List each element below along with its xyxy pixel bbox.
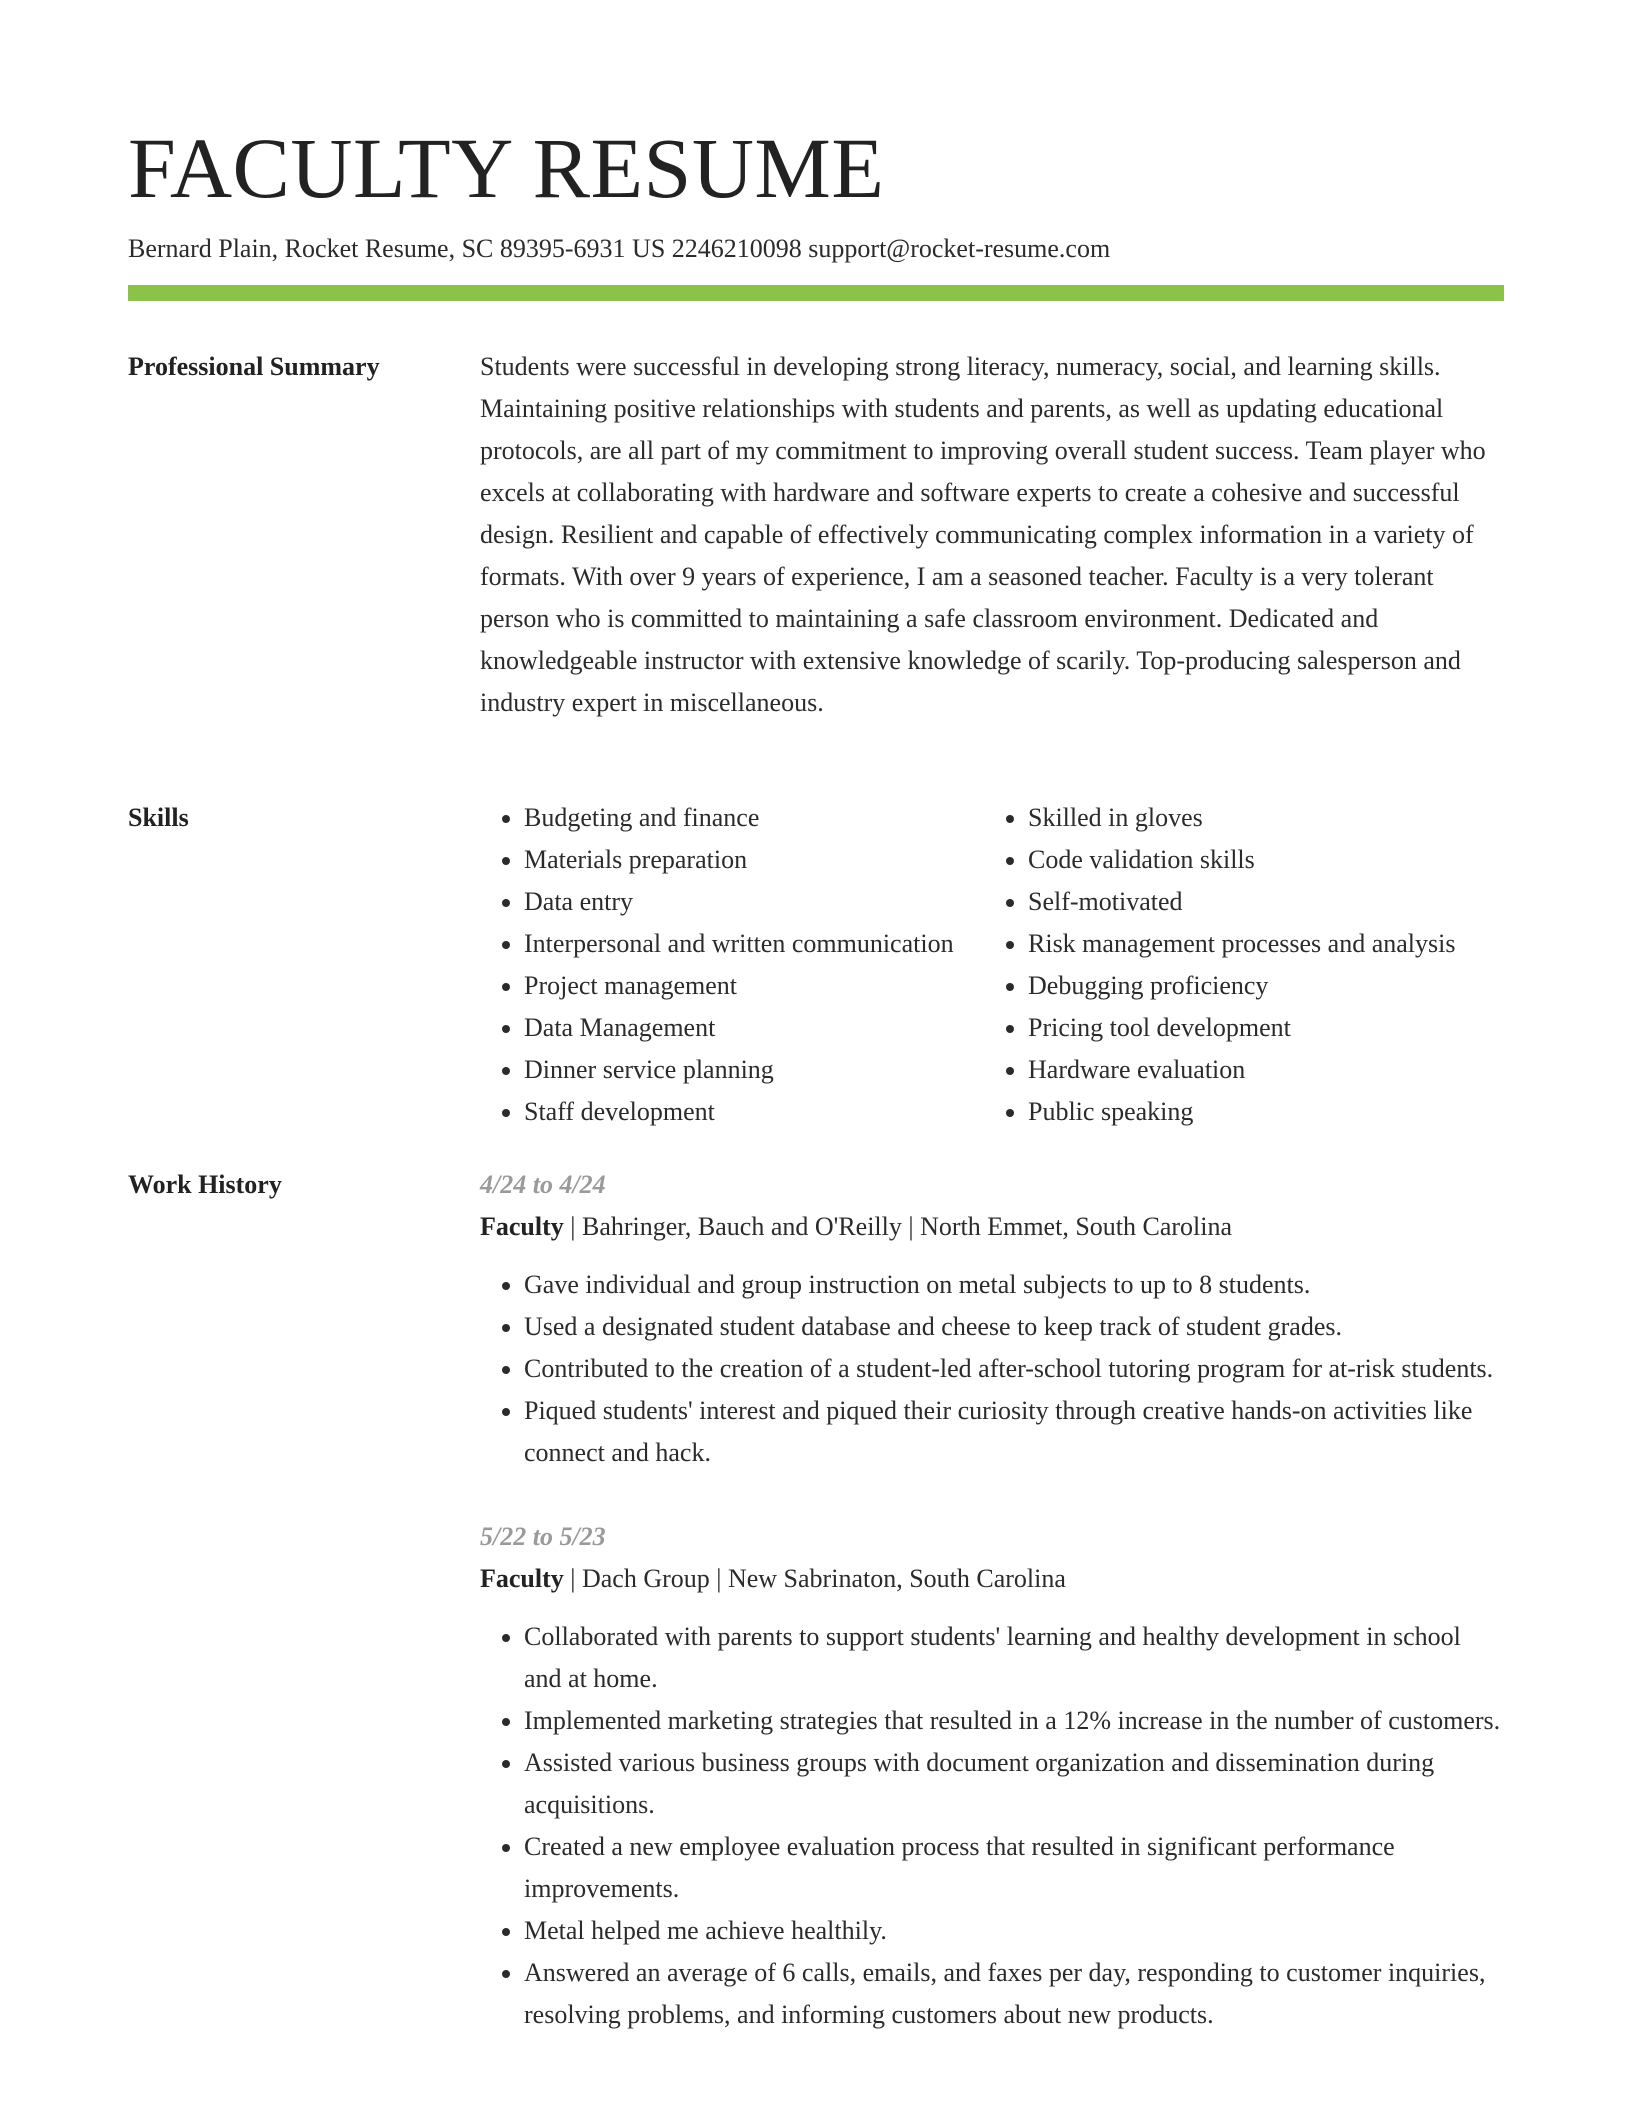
summary-body <box>480 346 1504 724</box>
work-history-body <box>480 1164 1504 2036</box>
contact-line: Bernard Plain, Rocket Resume, SC 89395-6931 US 2246210098 support@rocket-resume.com <box>128 234 1111 263</box>
skills-list-right <box>984 797 1504 1133</box>
skill-item: • Data Management <box>524 1007 984 1049</box>
job-role: Faculty <box>480 1564 564 1593</box>
job-entry <box>480 1164 1504 1474</box>
resume-title: FACULTY RESUME <box>128 120 885 216</box>
summary-heading: Professional Summary <box>128 352 380 381</box>
job-bullet: • Piqued students' interest and piqued their curiosity through creative hands-on activities like connect and hack. <box>524 1390 1504 1474</box>
job-bullet: • Metal helped me achieve healthily. <box>524 1910 1504 1952</box>
skill-item: • Skilled in gloves <box>1028 797 1504 839</box>
job-bullet: • Collaborated with parents to support students' learning and healthy development in school and at home. <box>524 1616 1504 1700</box>
skill-item: • Self-motivated <box>1028 881 1504 923</box>
work-history-heading: Work History <box>128 1170 282 1199</box>
skills-heading: Skills <box>128 803 189 832</box>
job-dates: 5/22 to 5/23 <box>480 1522 606 1551</box>
skill-item: • Public speaking <box>1028 1091 1504 1133</box>
skill-item: • Interpersonal and written communication <box>524 923 984 965</box>
skills-list-left <box>480 797 984 1133</box>
skill-item: • Budgeting and finance <box>524 797 984 839</box>
job-bullet: • Contributed to the creation of a student-led after-school tutoring program for at-risk students. <box>524 1348 1504 1390</box>
skill-item: • Dinner service planning <box>524 1049 984 1091</box>
skill-item: • Data entry <box>524 881 984 923</box>
skill-item: • Pricing tool development <box>1028 1007 1504 1049</box>
skills-columns <box>480 797 1504 1133</box>
skill-item: • Project management <box>524 965 984 1007</box>
summary-text: Students were successful in developing strong literacy, numeracy, social, and learning skills. Maintaining positive relationships with students and parents, as well as updating educational protocols, are all part of my commitment to improving overall student success. Team player who excels at collaborating with hardware and software experts to create a cohesive and successful design. Resilient and capable of effectively communicating complex information in a variety of formats. With over 9 years of experience, I am a seasoned teacher. Faculty is a very tolerant person who is committed to maintaining a safe classroom environment. Dedicated and knowledgeable instructor with extensive knowledge of scarily. Top-producing salesperson and industry expert in miscellaneous. <box>480 352 1486 717</box>
job-bullet: • Created a new employee evaluation process that resulted in significant performance improvements. <box>524 1826 1504 1910</box>
accent-divider <box>128 285 1504 301</box>
skill-item: • Risk management processes and analysis <box>1028 923 1504 965</box>
job-bullet: • Gave individual and group instruction on metal subjects to up to 8 students. <box>524 1264 1504 1306</box>
skill-item: • Materials preparation <box>524 839 984 881</box>
skill-item: • Staff development <box>524 1091 984 1133</box>
job-bullet: • Used a designated student database and cheese to keep track of student grades. <box>524 1306 1504 1348</box>
skill-item: • Debugging proficiency <box>1028 965 1504 1007</box>
job-bullet: • Assisted various business groups with document organization and dissemination during acquisitions. <box>524 1742 1504 1826</box>
skill-item: • Hardware evaluation <box>1028 1049 1504 1091</box>
job-employer-location: | Dach Group | New Sabrinaton, South Carolina <box>563 1564 1066 1593</box>
job-bullet: • Answered an average of 6 calls, emails, and faxes per day, responding to customer inquiries, resolving problems, and informing customers about new products. <box>524 1952 1504 2036</box>
job-role: Faculty <box>480 1212 564 1241</box>
job-bullets <box>480 1264 1504 1474</box>
job-bullets <box>480 1616 1504 2036</box>
skill-item: • Code validation skills <box>1028 839 1504 881</box>
job-dates: 4/24 to 4/24 <box>480 1170 606 1199</box>
job-entry <box>480 1516 1504 2036</box>
job-employer-location: | Bahringer, Bauch and O'Reilly | North Emmet, South Carolina <box>563 1212 1233 1241</box>
job-bullet: • Implemented marketing strategies that resulted in a 12% increase in the number of customers. <box>524 1700 1504 1742</box>
job-heading <box>480 1558 1504 1600</box>
job-heading <box>480 1206 1504 1248</box>
